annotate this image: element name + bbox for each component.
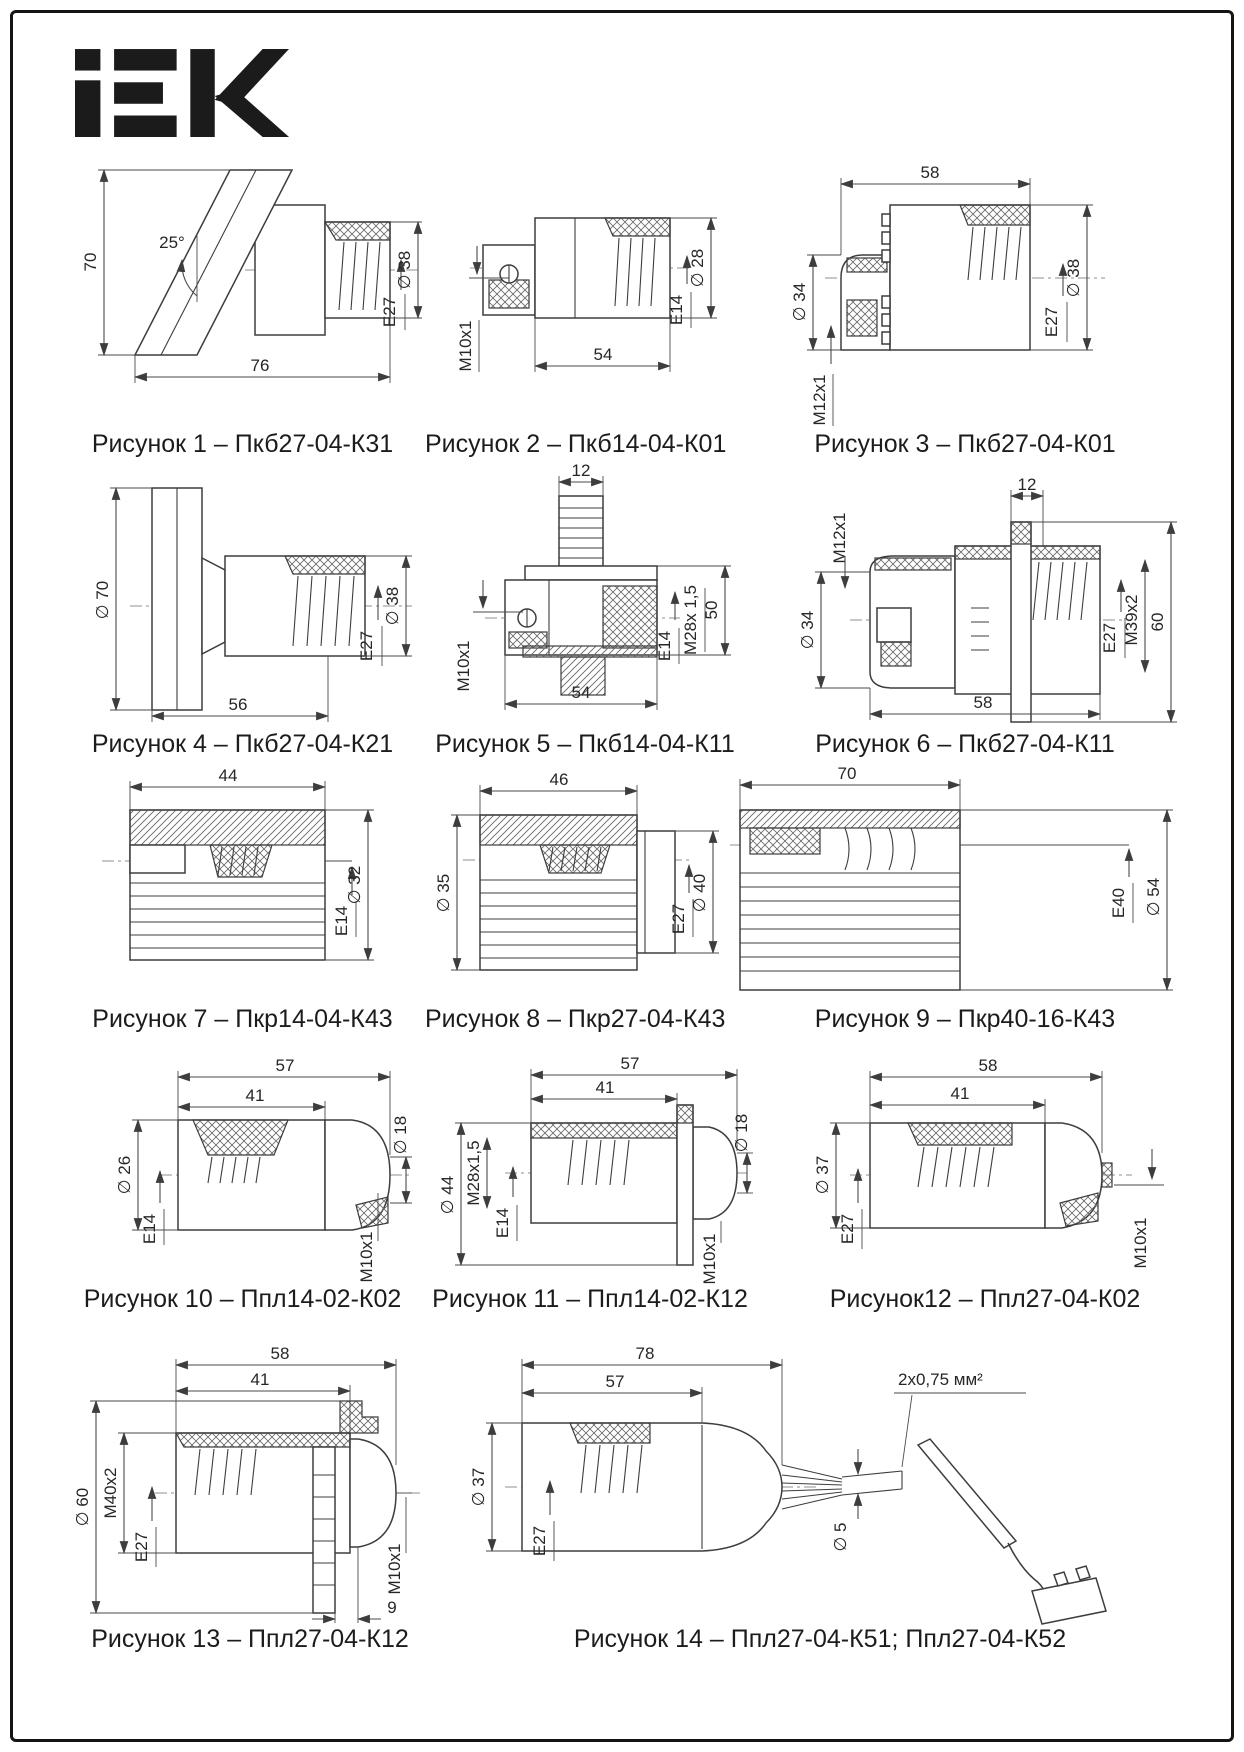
figure-3-caption: Рисунок 3 – Пкб27-04-К01 — [814, 430, 1116, 458]
iek-logo-mark — [75, 48, 290, 140]
fig11-width-label: 57 — [620, 1054, 640, 1073]
fig11-dia-left-label: ∅ 44 — [438, 1175, 457, 1215]
fig3-thread-label: M12x1 — [810, 374, 829, 426]
figure-6-drawing — [725, 460, 1205, 730]
fig13-thread-left-label: M40x2 — [101, 1467, 120, 1519]
figure-12-caption: Рисунок12 – Ппл27-04-К02 — [829, 1285, 1141, 1313]
figure-9-drawing — [725, 765, 1205, 1005]
figure-8 — [425, 765, 725, 1035]
fig6-socket-label: E27 — [1100, 622, 1119, 654]
figure-2 — [425, 150, 725, 460]
fig1-socket-label: E27 — [380, 296, 399, 328]
fig2-socket-label: E14 — [667, 294, 686, 326]
fig13-dia-left-label: ∅ 60 — [73, 1487, 92, 1527]
fig5-socket-label: E14 — [655, 630, 674, 662]
figure-9 — [725, 765, 1205, 1035]
figure-8-drawing — [425, 765, 725, 1005]
fig5-length-label: 54 — [571, 683, 591, 702]
fig1-length-label: 76 — [250, 356, 270, 375]
fig7-dia-label: ∅ 32 — [345, 865, 364, 905]
fig7-width-label: 44 — [218, 766, 238, 785]
figure-5-drawing — [425, 460, 745, 730]
fig10-width-inner-label: 41 — [245, 1086, 265, 1105]
figure-11-drawing — [425, 1045, 755, 1285]
fig3-dia-right-label: ∅ 38 — [1064, 258, 1083, 298]
figure-11-caption: Рисунок 11 – Ппл14-02-К12 — [432, 1285, 748, 1313]
fig10-dia-right-label: ∅ 18 — [391, 1115, 410, 1155]
figure-12 — [760, 1045, 1210, 1315]
fig8-dia-left-label: ∅ 35 — [434, 873, 453, 913]
fig3-socket-label: E27 — [1042, 306, 1061, 338]
fig6-dia-left-label: ∅ 34 — [798, 610, 817, 650]
figure-3 — [725, 150, 1205, 460]
figure-5 — [425, 460, 745, 760]
fig2-thread-label: M10x1 — [456, 320, 475, 372]
figure-10-caption: Рисунок 10 – Ппл14-02-К02 — [83, 1285, 402, 1313]
figure-4-caption: Рисунок 4 – Пкб27-04-К21 — [91, 730, 394, 758]
figure-6 — [725, 460, 1205, 760]
fig12-dia-left-label: ∅ 37 — [813, 1155, 832, 1195]
fig4-dia-right-label: ∅ 38 — [383, 586, 402, 626]
fig11-thread-left-label: M28x1,5 — [464, 1140, 483, 1206]
figure-12-drawing — [760, 1045, 1210, 1285]
fig3-dia-left-label: ∅ 34 — [790, 282, 809, 322]
fig8-socket-label: E27 — [669, 903, 688, 935]
fig1-angle-label: 25° — [159, 233, 185, 252]
fig4-socket-label: E27 — [357, 630, 376, 662]
fig6-thread-right-label: M39x2 — [1122, 594, 1141, 646]
fig12-width-inner-label: 41 — [950, 1084, 970, 1103]
fig12-width-label: 58 — [978, 1056, 998, 1075]
iek-logo — [75, 48, 290, 145]
fig13-width-inner-label: 41 — [250, 1370, 270, 1389]
fig6-thread-top-label: M12x1 — [830, 512, 849, 564]
figure-13 — [60, 1345, 440, 1655]
figure-13-drawing — [60, 1345, 440, 1625]
fig1-dia-label: ∅ 38 — [395, 250, 414, 290]
figure-7-drawing — [60, 765, 425, 1005]
figure-5-caption: Рисунок 5 – Пкб14-04-К11 — [435, 730, 735, 758]
figure-14-caption: Рисунок 14 – Ппл27-04-К51; Ппл27-04-К52 — [573, 1625, 1067, 1653]
fig6-width-top-label: 12 — [1017, 475, 1037, 494]
fig13-width-label: 58 — [270, 1345, 290, 1363]
fig14-socket-label: E27 — [530, 1525, 549, 1557]
fig14-dia-left-label: ∅ 37 — [469, 1467, 488, 1507]
figure-13-caption: Рисунок 13 – Ппл27-04-К12 — [91, 1625, 409, 1653]
figure-9-caption: Рисунок 9 – Пкр40-16-К43 — [814, 1005, 1116, 1033]
figure-10 — [60, 1045, 425, 1315]
fig13-thread-right-label: M10x1 — [385, 1543, 404, 1595]
figure-4-drawing — [60, 460, 425, 730]
figure-11 — [425, 1045, 755, 1315]
figure-7 — [60, 765, 425, 1035]
fig10-dia-left-label: ∅ 26 — [115, 1155, 134, 1195]
fig5-thread-right-label: M28x 1,5 — [681, 585, 700, 655]
figure-1-drawing — [60, 150, 425, 430]
figure-1-caption: Рисунок 1 – Пкб27-04-К31 — [91, 430, 394, 458]
fig11-dia-right-label: ∅ 18 — [732, 1113, 751, 1153]
fig9-width-label: 70 — [837, 765, 857, 783]
fig5-thread-left-label: M10x1 — [454, 640, 473, 692]
fig12-socket-label: E27 — [838, 1213, 857, 1245]
fig6-length-label: 58 — [973, 693, 993, 712]
fig14-dia-wire-label: ∅ 5 — [831, 1522, 850, 1552]
fig5-width-top-label: 12 — [571, 461, 591, 480]
fig10-socket-label: E14 — [140, 1213, 159, 1245]
figure-3-drawing — [725, 150, 1205, 430]
fig14-wire-note-label: 2x0,75 мм² — [898, 1370, 983, 1389]
fig9-dia-label: ∅ 54 — [1144, 877, 1163, 917]
fig2-dia-label: ∅ 28 — [688, 248, 707, 288]
fig11-width-inner-label: 41 — [595, 1078, 615, 1097]
fig5-height-label: 50 — [702, 600, 721, 620]
figure-6-caption: Рисунок 6 – Пкб27-04-К11 — [815, 730, 1115, 758]
figure-2-drawing — [425, 150, 725, 430]
figure-2-caption: Рисунок 2 – Пкб14-04-К01 — [425, 430, 727, 458]
fig14-width-label: 78 — [635, 1345, 655, 1363]
fig6-height-label: 60 — [1148, 612, 1167, 632]
fig1-height-label: 70 — [81, 252, 100, 272]
fig10-width-label: 57 — [275, 1056, 295, 1075]
fig9-socket-label: E40 — [1109, 887, 1128, 919]
figure-4 — [60, 460, 425, 760]
fig11-socket-label: E14 — [493, 1207, 512, 1239]
fig10-thread-label: M10x1 — [357, 1231, 376, 1283]
fig13-socket-label: E27 — [132, 1531, 151, 1563]
fig12-thread-label: M10x1 — [1131, 1217, 1150, 1269]
fig8-width-label: 46 — [549, 770, 569, 789]
fig8-dia-right-label: ∅ 40 — [690, 873, 709, 913]
fig11-thread-right-label: M10x1 — [700, 1233, 719, 1285]
figure-1 — [60, 150, 425, 460]
fig4-length-label: 56 — [228, 695, 248, 714]
figure-10-drawing — [60, 1045, 425, 1285]
fig3-width-label: 58 — [920, 163, 940, 182]
figure-8-caption: Рисунок 8 – Пкр27-04-К43 — [425, 1005, 726, 1033]
fig2-length-label: 54 — [593, 345, 613, 364]
figure-14-drawing — [450, 1345, 1190, 1625]
figure-14 — [450, 1345, 1190, 1655]
fig14-width-inner-label: 57 — [605, 1372, 625, 1391]
fig7-socket-label: E14 — [332, 905, 351, 937]
fig13-offset-label: 9 — [387, 1598, 397, 1617]
figure-7-caption: Рисунок 7 – Пкр14-04-К43 — [92, 1005, 393, 1033]
fig4-dia-left-label: ∅ 70 — [93, 580, 112, 620]
